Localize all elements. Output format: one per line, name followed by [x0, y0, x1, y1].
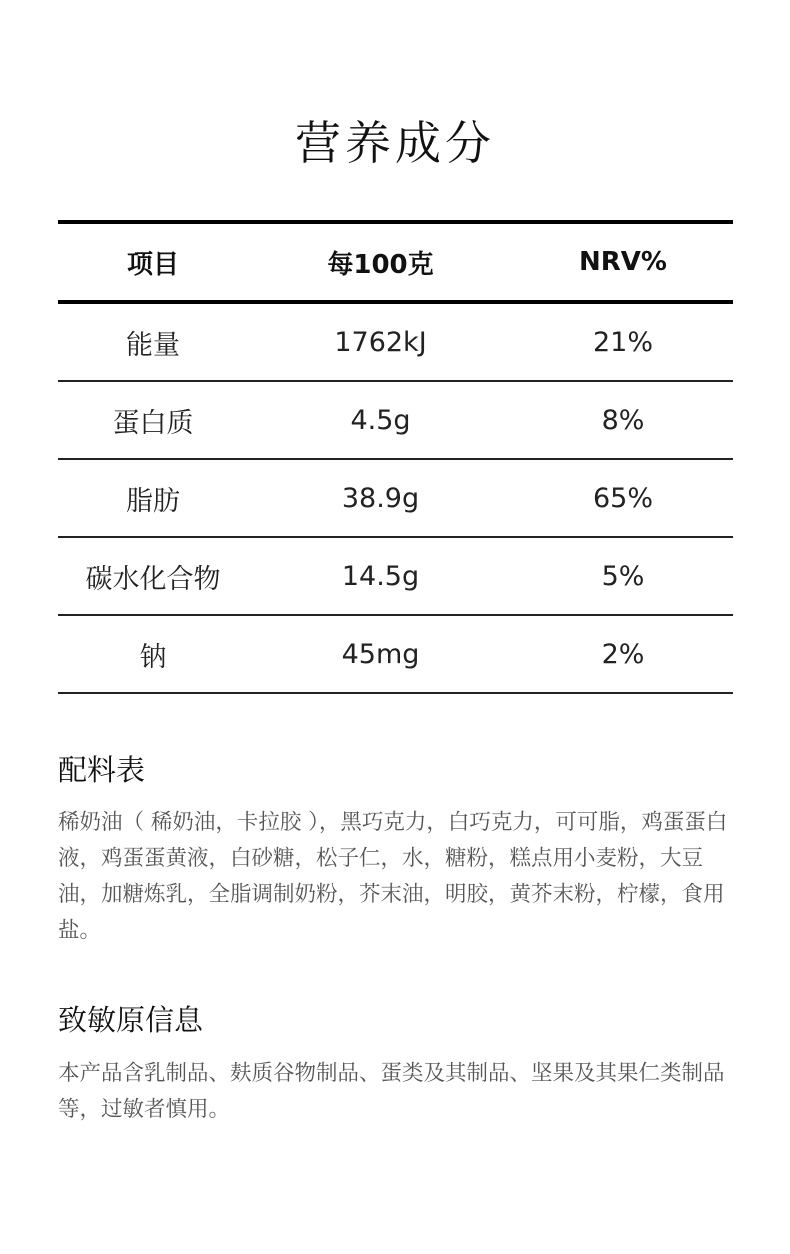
row-nrv: 5% — [601, 560, 645, 592]
header-nrv: NRV% — [579, 247, 667, 277]
table-row — [58, 382, 733, 458]
ingredients-heading: 配料表 — [58, 753, 146, 787]
row-per100g: 38.9g — [341, 482, 420, 514]
table-row — [58, 616, 733, 692]
nutrition-table — [58, 220, 733, 694]
row-item: 蛋白质 — [112, 407, 194, 439]
row-per100g: 14.5g — [341, 560, 420, 592]
row-nrv: 65% — [592, 482, 653, 514]
header-per100g: 每100克 — [327, 249, 434, 280]
allergens-text: 本产品含乳制品、麸质谷物制品、蛋类及其制品、坚果及其果仁类制品等，过敏者慎用。 — [58, 1061, 725, 1122]
row-per100g: 4.5g — [350, 404, 411, 436]
table-row — [58, 538, 733, 614]
allergens-heading: 致敏原信息 — [58, 1003, 204, 1037]
row-nrv: 8% — [601, 404, 645, 436]
row-nrv: 2% — [601, 638, 645, 670]
row-per100g: 45mg — [341, 638, 420, 670]
row-item: 碳水化合物 — [85, 563, 221, 595]
page-title: 营养成分 — [295, 116, 495, 170]
row-item: 脂肪 — [126, 485, 180, 517]
row-item: 钠 — [139, 641, 167, 673]
table-header-row — [58, 224, 733, 300]
row-nrv: 21% — [592, 326, 653, 358]
header-item: 项目 — [126, 249, 179, 280]
row-per100g: 1762kJ — [334, 326, 427, 358]
row-item: 能量 — [126, 329, 180, 361]
table-row — [58, 304, 733, 380]
table-row — [58, 460, 733, 536]
table-bottom-rule — [58, 692, 733, 694]
ingredients-text: 稀奶油（ 稀奶油，卡拉胶 ），黑巧克力，白巧克力，可可脂，鸡蛋蛋白液，鸡蛋蛋黄液，白砂糖，松子仁，水，糖粉，糕点用小麦粉，大豆油，加糖炼乳，全脂调制奶粉，芥末油，明胶，黄芥末粉，柠檬，食用盐。 — [58, 810, 728, 943]
